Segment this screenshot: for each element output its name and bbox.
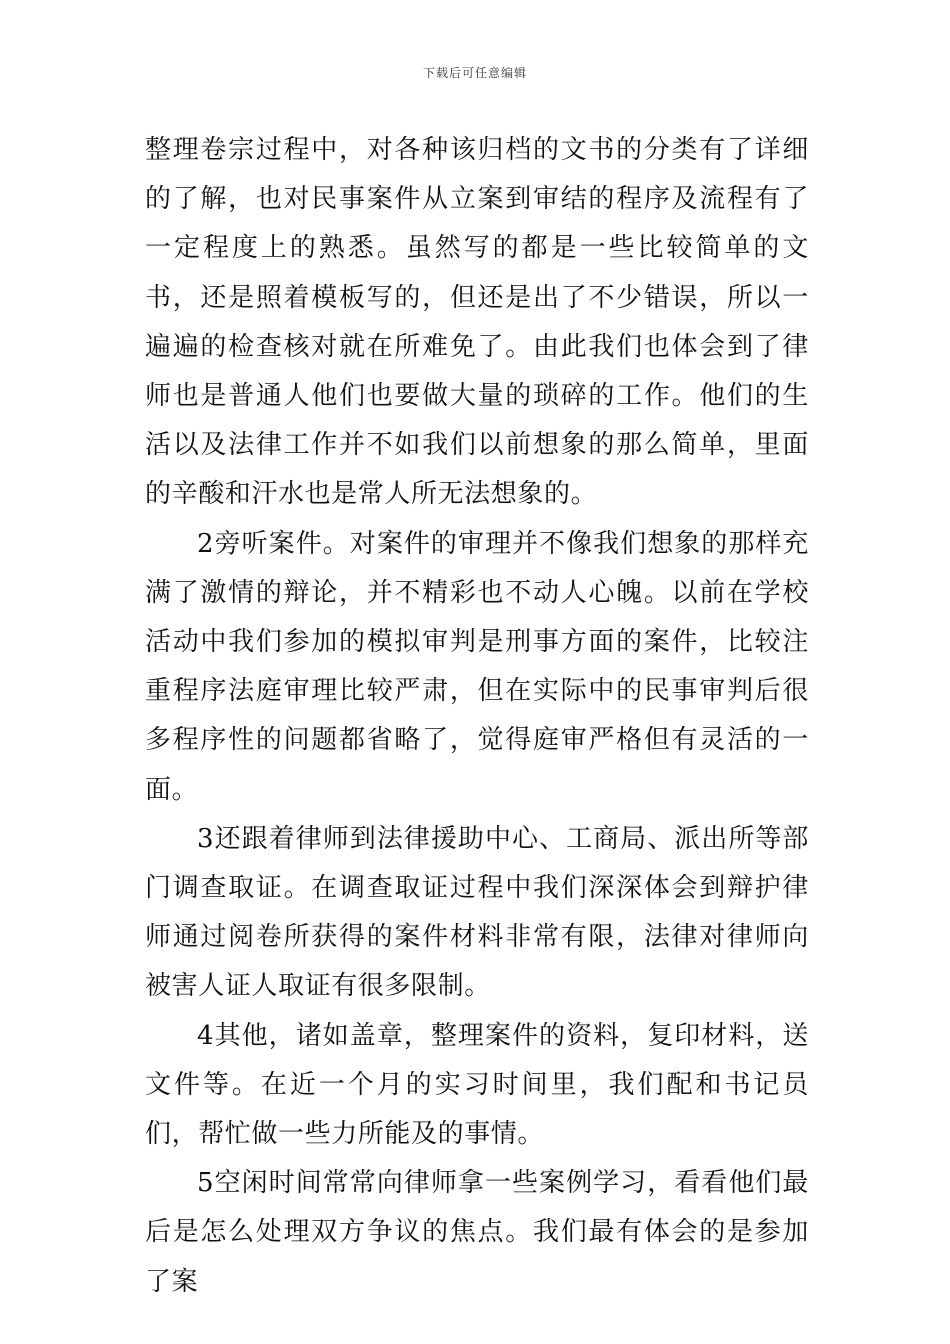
paragraph-5: 5空闲时间常常向律师拿一些案例学习，看看他们最后是怎么处理双方争议的焦点。我们最有体会的是参加了案 — [145, 1168, 809, 1297]
page-header: 下载后可任意编辑 — [422, 66, 527, 80]
paragraph-4: 4其他，诸如盖章，整理案件的资料，复印材料，送文件等。在近一个月的实习时间里，我们配和书记员们，帮忙做一些力所能及的事情。 — [145, 1020, 809, 1150]
paragraph-1: 整理卷宗过程中，对各种该归档的文书的分类有了详细的了解，也对民事案件从立案到审结的程序及流程有了一定程度上的熟悉。虽然写的都是一些比较简单的文书，还是照着模板写的，但还是出了不少错误，所以一遍遍的检查核对就在所难免了。由此我们也体会到了律师也是普通人他们也要做大量的琐碎的工作。他们的生活以及法律工作并不如我们以前想象的那么简单，里面的辛酸和汗水也是常人所无法想象的。 — [145, 135, 809, 510]
document-body — [145, 126, 809, 1307]
paragraph-3: 3还跟着律师到法律援助中心、工商局、派出所等部门调查取证。在调查取证过程中我们深深体会到辩护律师通过阅卷所获得的案件材料非常有限，法律对律师向被害人证人取证有很多限制。 — [145, 823, 809, 1002]
paragraph-2: 2旁听案件。对案件的审理并不像我们想象的那样充满了激情的辩论，并不精彩也不动人心魄。以前在学校活动中我们参加的模拟审判是刑事方面的案件，比较注重程序法庭审理比较严肃，但在实际中的民事审判后很多程序性的问题都省略了，觉得庭审严格但有灵活的一面。 — [145, 528, 809, 805]
